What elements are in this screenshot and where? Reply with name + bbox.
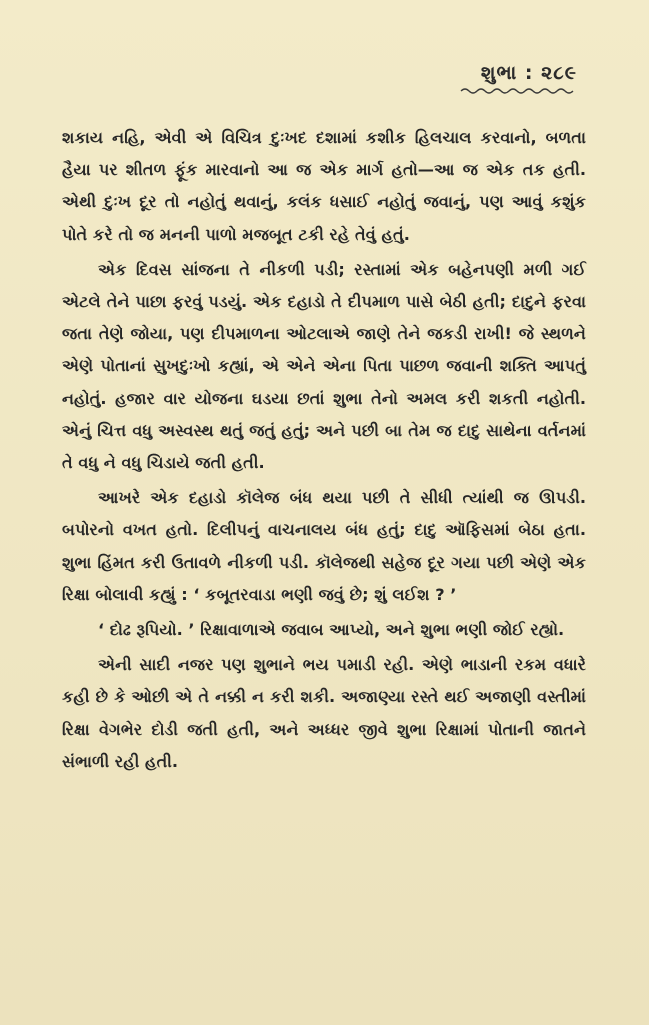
paragraph-5: એની સાદી નજર પણ શુભાને ભય પમાડી રહી. એણે ભાડાની રકમ વધારે કહી છે કે ઓછી એ તે નક્કી ન કરી શકી. અજાણ્યા રસ્તે થઈ અજાણી વસ્તીમાં રિક્ષા વેગભેર દોડી જતી હતી, અને અધ્ધર જીવે શુભા રિક્ષામાં પોતાની જાતને સંભાળી રહી હતી.: [62, 655, 586, 771]
paragraph-3: આખરે એક દહાડો કૉલેજ બંધ થયા પછી તે સીધી ત્યાંથી જ ઊપડી. બપોરનો વખત હતો. દિલીપનું વાચનાલય બંધ હતું; દાદુ ઑફિસમાં બેઠા હતા. શુભા હિંમત કરી ઉતાવળે નીકળી પડી. કૉલેજથી સહેજ દૂર ગયા પછી એણે એક રિક્ષા બોલાવી કહ્યું : ‘ કબૂતરવાડા ભણી જવું છે; શું લઈશ ? ’: [62, 488, 586, 604]
page-header: [459, 62, 577, 96]
paragraph-2: એક દિવસ સાંજના તે નીકળી પડી; રસ્તામાં એક બહેનપણી મળી ગઈ એટલે તેને પાછા ફરવું પડયું. એક દહાડો તે દીપમાળ પાસે બેઠી હતી; દાદુને ફરવા જતા તેણે જોયા, પણ દીપમાળના ઓટલાએ જાણે તેને જકડી રાખી! જે સ્થળને એણે પોતાનાં સુખદુઃખો કહ્યાં, એ એને એના પિતા પાછળ જવાની શક્તિ આપતું નહોતું. હજાર વાર યોજના ઘડયા છતાં શુભા તેનો અમલ કરી શકતી નહોતી. એનું ચિત્ત વધુ અસ્વસ્થ થતું જતું હતું; અને પછી બા તેમ જ દાદુ સાથેના વર્તનમાં તે વધુ ને વધુ ચિડાયે જતી હતી.: [62, 259, 586, 473]
paragraph-4: ‘ દોઢ રૂપિયો. ’ રિક્ષાવાળાએ જવાબ આપ્યો, અને શુભા ભણી જોઈ રહ્યો.: [98, 620, 565, 640]
paragraph-1: શકાય નહિ, એવી એ વિચિત્ર દુઃખદ દશામાં કશીક હિલચાલ કરવાનો, બળતા હૈયા પર શીતળ ફૂંક મારવાનો આ જ એક માર્ગ હતો—આ જ એક તક હતી. એથી દુઃખ દૂર તો નહોતું થવાનું, કલંક ધસાઈ નહોતું જવાનું, પણ આવું કશુંક પોતે કરે તો જ મનની પાળો મજબૂત ટકી રહે તેવું હતું.: [62, 128, 586, 244]
running-head: શુભા : ૨૮૯: [480, 62, 577, 84]
body-text: [62, 122, 586, 778]
wavy-underline-ornament: [459, 86, 577, 96]
